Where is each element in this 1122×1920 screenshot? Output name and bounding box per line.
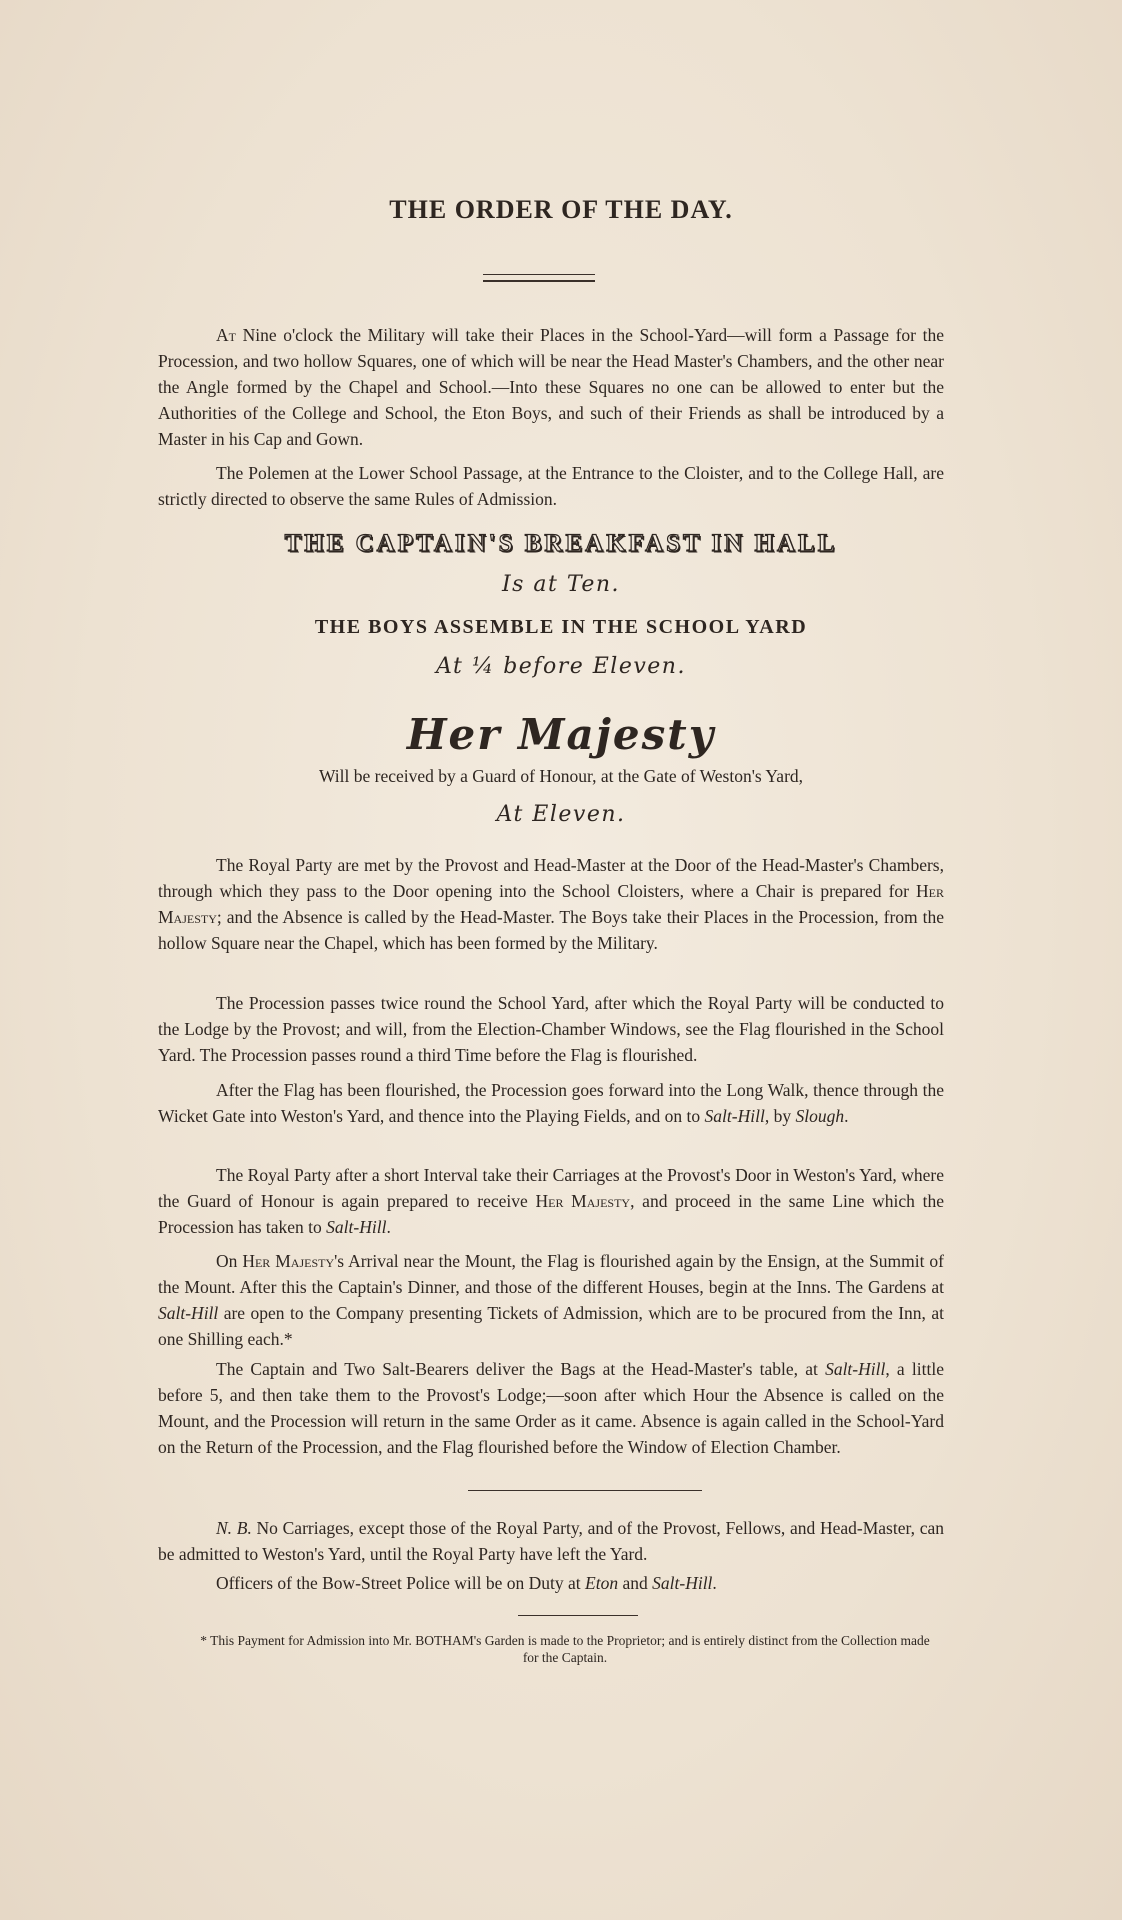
lead-word: At (216, 325, 236, 345)
paragraph-polemen: The Polemen at the Lower School Passage, at the Entrance to the Cloister, and to the College Hall, are strictly directed to observe the same Rules of Admission. (158, 463, 944, 509)
paragraph-text: ; and the Absence is called by the Head-Master. The Boys take their Places in the Procession, from the hollow Square near the Chapel, which has been formed by the Military. (158, 907, 944, 953)
paragraph-nb (158, 1515, 944, 1567)
place-name: Salt-Hill (704, 1106, 765, 1126)
place-name: Salt-Hill (652, 1573, 713, 1593)
her-majesty: Her Majesty (242, 1251, 335, 1271)
paragraph-text: 's Arrival near the Mount, the Flag is flourished again by the Ensign, at the Summit of the Mount. After this the Captain's Dinner, and those of the different Houses, begin at the Inns. The Gardens at (158, 1251, 945, 1297)
section-divider (468, 1490, 702, 1491)
paragraph-text: . (712, 1573, 717, 1593)
paragraph-text: On (216, 1251, 243, 1271)
title-divider (483, 274, 595, 282)
paragraph-text: , by (764, 1106, 796, 1126)
paragraph-text: . (844, 1106, 849, 1126)
majesty-heading: Her Majesty (406, 710, 716, 759)
paragraph-text: and (618, 1573, 653, 1593)
place-name: Slough (795, 1106, 845, 1126)
majesty-time: At Eleven. (496, 802, 626, 827)
paragraph-text: The Royal Party after a short Interval take their Carriages at the Provost's Door in Weston's Yard, where the Guard of Honour is again prepared to receive (158, 1165, 944, 1211)
paragraph-text: , a little before 5, and then take them to the Provost's Lodge;—soon after which Hour the Absence is called on the Mount, and the Procession will return in the same Order as it came. Absence is again called in the School-Yard on the Return of the Procession, and the Flag flourished before the Window of Election Chamber. (158, 1359, 944, 1457)
place-name: Salt-Hill (825, 1359, 886, 1379)
paragraph-text: are open to the Company presenting Tickets of Admission, which are to be procured from the Inn, at one Shilling each.* (158, 1303, 944, 1349)
paragraph-officers (158, 1570, 944, 1596)
footnote-divider (518, 1615, 638, 1616)
footnote: * This Payment for Admission into Mr. BOTHAM's Garden is made to the Proprietor; and is entirely distinct from the Collection made for the Captain. (200, 1633, 930, 1665)
assemble-time: At ¼ before Eleven. (436, 654, 686, 679)
her-majesty: Her Majesty (535, 1191, 631, 1211)
place-name: Salt-Hill (158, 1303, 219, 1323)
place-name: Salt-Hill (326, 1217, 387, 1237)
paragraph-text: No Carriages, except those of the Royal Party, and of the Provost, Fellows, and Head-Master, can be admitted to Weston's Yard, until the Royal Party have left the Yard. (158, 1518, 944, 1564)
place-name: Eton (585, 1573, 619, 1593)
paragraph-text: The Captain and Two Salt-Bearers deliver the Bags at the Head-Master's table, at (216, 1359, 826, 1379)
paragraph-text: Officers of the Bow-Street Police will be on Duty at (216, 1573, 586, 1593)
paragraph-procession: The Procession passes twice round the School Yard, after which the Royal Party will be conducted to the Lodge by the Provost; and will, from the Election-Chamber Windows, see the Flag flourished in the School Yard. The Procession passes round a third Time before the Flag is flourished. (158, 993, 944, 1065)
her-majesty: Her Majesty (158, 881, 944, 927)
paragraph-mount (158, 1248, 944, 1352)
paragraph-text: After the Flag has been flourished, the Procession goes forward into the Long Walk, thence through the Wicket Gate into Weston's Yard, and thence into the Playing Fields, and on to (158, 1080, 944, 1126)
paragraph-text: Nine o'clock the Military will take their Places in the School-Yard—will form a Passage for the Procession, and two hollow Squares, one of which will be near the Head Master's Chambers, and the other near the Angle formed by the Chapel and School.—Into these Squares no one can be allowed to enter but the Authorities of the College and School, the Eton Boys, and such of their Friends as shall be introduced by a Master in his Cap and Gown. (158, 325, 944, 449)
paragraph-text: . (386, 1217, 391, 1237)
breakfast-time: Is at Ten. (501, 572, 621, 597)
breakfast-heading: THE CAPTAIN'S BREAKFAST IN HALL (284, 530, 838, 557)
paragraph-salt-bearers (158, 1356, 944, 1460)
paragraph-military (158, 322, 944, 452)
paragraph-flag (158, 1077, 944, 1129)
paragraph-carriages (158, 1162, 944, 1240)
nb-label: N. B. (216, 1518, 252, 1538)
paragraph-royal-party (158, 852, 944, 956)
assemble-heading: THE BOYS ASSEMBLE IN THE SCHOOL YARD (314, 616, 808, 638)
paragraph-text: The Royal Party are met by the Provost and Head-Master at the Door of the Head-Master's Chambers, through which they pass to the Door opening into the School Cloisters, where a Chair is prepared for (158, 855, 944, 901)
page-title: THE ORDER OF THE DAY. (389, 195, 733, 224)
paragraph-text: , and proceed in the same Line which the Procession has taken to (158, 1191, 945, 1237)
majesty-received: Will be received by a Guard of Honour, at the Gate of Weston's Yard, (318, 766, 804, 786)
